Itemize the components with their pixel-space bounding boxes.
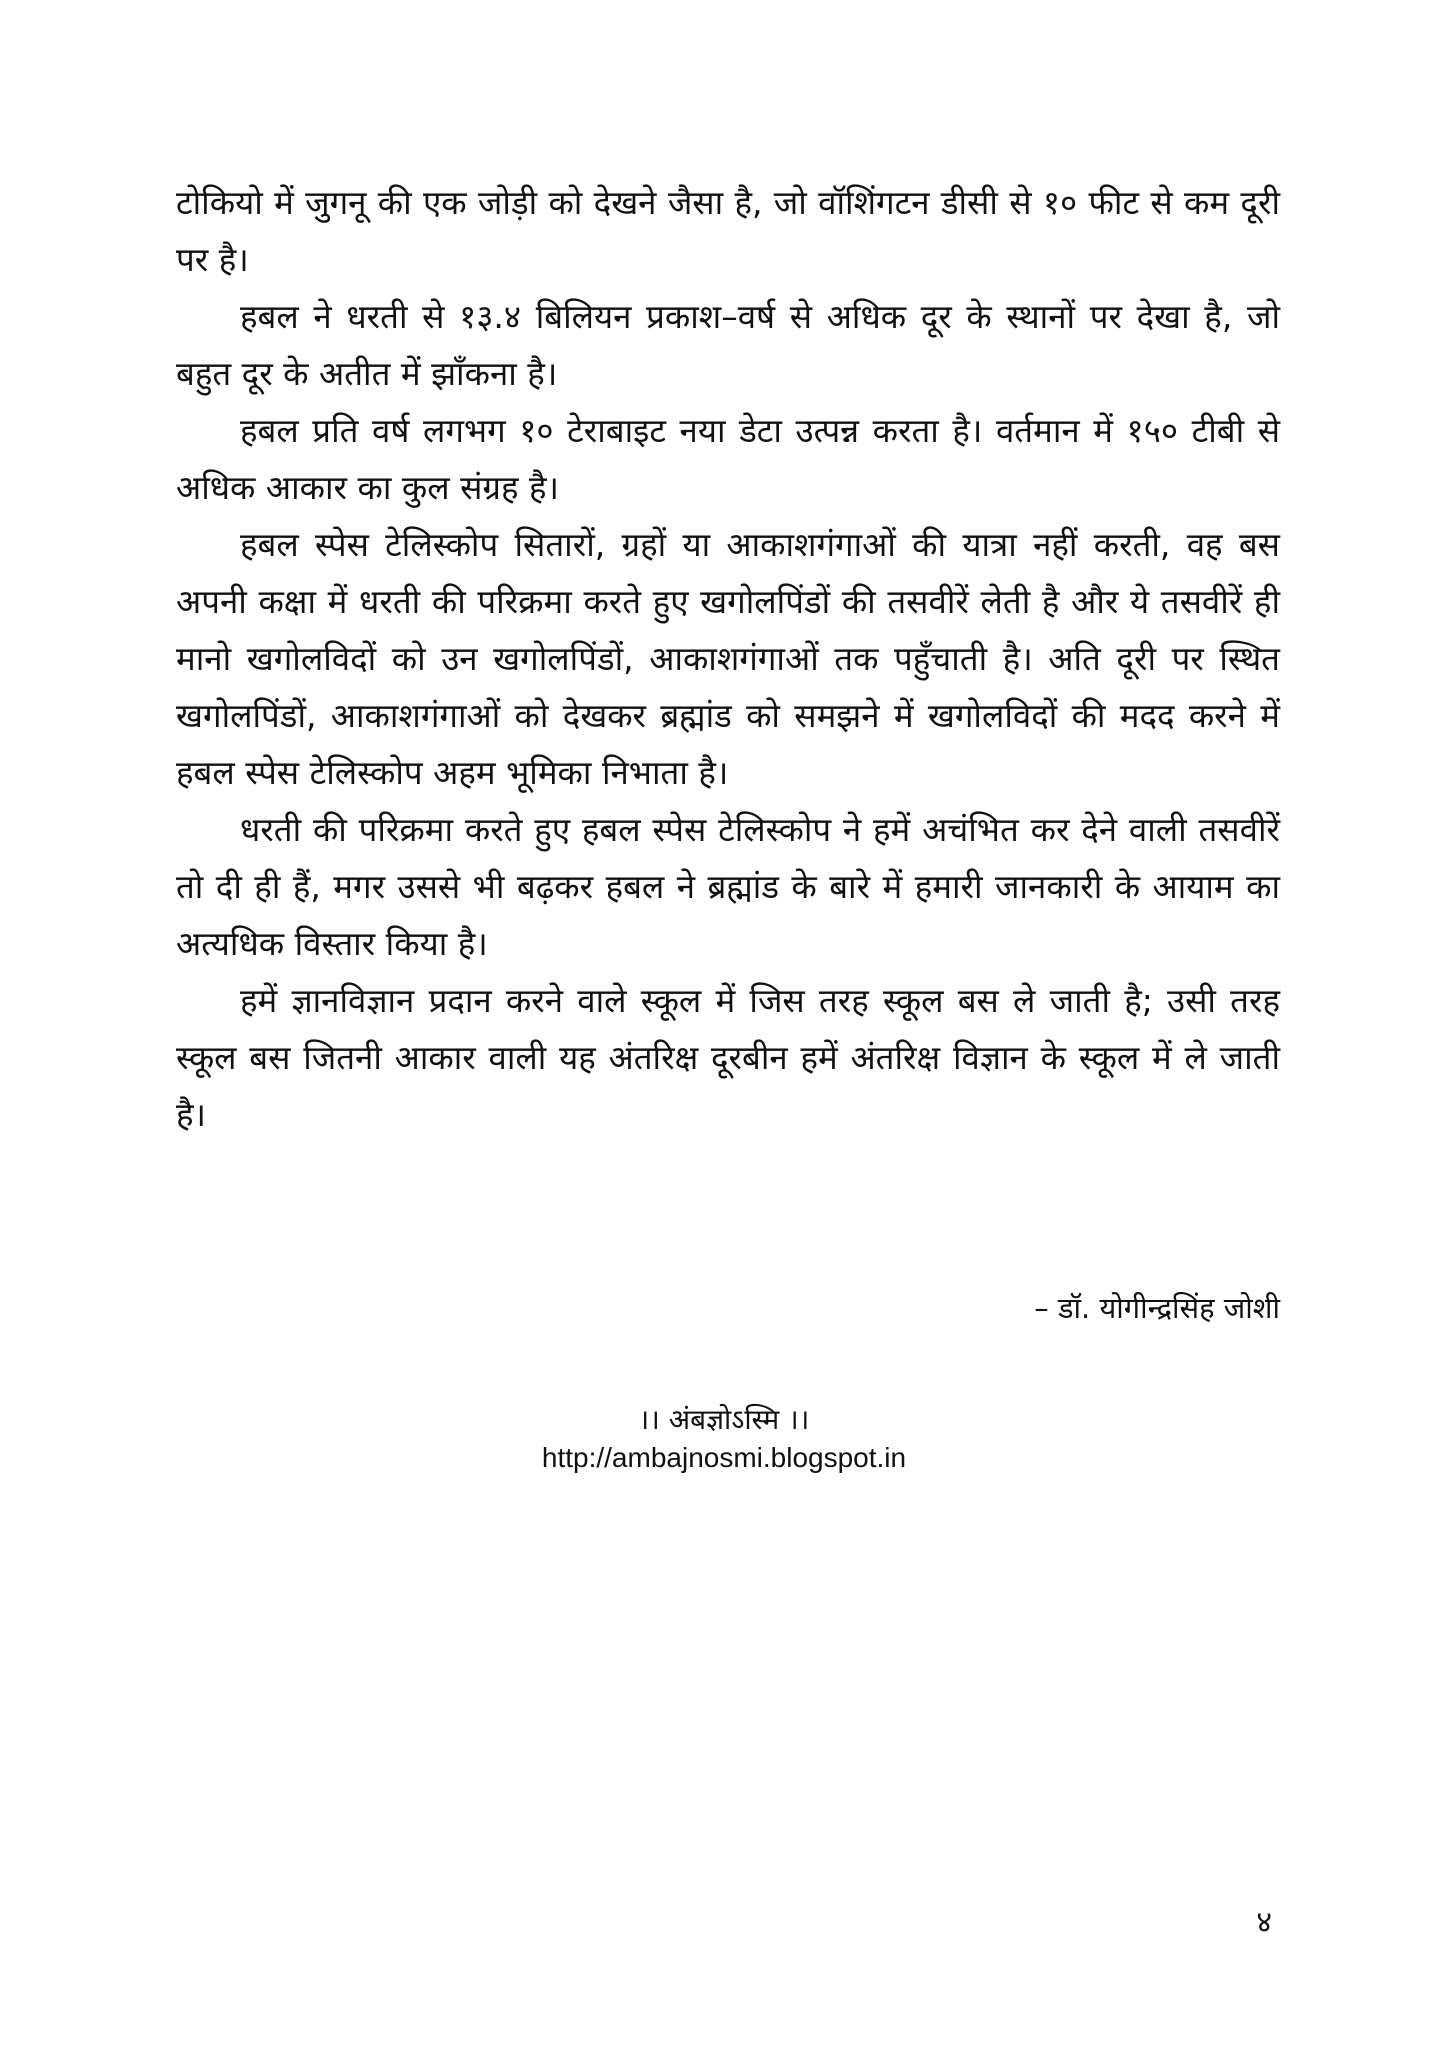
paragraph-4: हबल स्पेस टेलिस्कोप सितारों, ग्रहों या आकाशगंगाओं की यात्रा नहीं करती, वह बस अपनी कक्षा में धरती की परिक्रमा करते हुए खगोलपिंडों की तसवीरें लेती है और ये तसवीरें ही मानो खगोलविदों को उन खगोलपिंडों, आकाशगंगाओं तक पहुँचाती है। अति दूरी पर स्थित खगोलपिंडों, आकाशगंगाओं को देखकर ब्रह्मांड को समझने में खगोलविदों की मदद करने में हबल स्पेस टेलिस्कोप अहम भूमिका निभाता है। — [176, 525, 1280, 792]
body-text — [176, 174, 1280, 1143]
footer-url: http://ambajnosmi.blogspot.in — [541, 1442, 907, 1473]
author-signature: – डॉ. योगीन्द्रसिंह जोशी — [1034, 1291, 1280, 1325]
paragraph-5: धरती की परिक्रमा करते हुए हबल स्पेस टेलिस्कोप ने हमें अचंभित कर देने वाली तसवीरें तो दी ही हैं, मगर उससे भी बढ़कर हबल ने ब्रह्मांड के बारे में हमारी जानकारी के आयाम का अत्यधिक विस्तार किया है। — [176, 810, 1280, 963]
paragraph-3: हबल प्रति वर्ष लगभग १० टेराबाइट नया डेटा उत्पन्न करता है। वर्तमान में १५० टीबी से अधिक आकार का कुल संग्रह है। — [176, 411, 1280, 507]
paragraph-6: हमें ज्ञानविज्ञान प्रदान करने वाले स्कूल में जिस तरह स्कूल बस ले जाती है; उसी तरह स्कूल बस जितनी आकार वाली यह अंतरिक्ष दूरबीन हमें अंतरिक्ष विज्ञान के स्कूल में ले जाती है। — [176, 981, 1280, 1134]
page-number: ४ — [1256, 1905, 1272, 1940]
paragraph-2: हबल ने धरती से १३.४ बिलियन प्रकाश–वर्ष से अधिक दूर के स्थानों पर देखा है, जो बहुत दूर के अतीत में झाँकना है। — [176, 297, 1280, 393]
footer-blog-name: ।। अंबज्ञोऽस्मि ।। — [638, 1403, 810, 1436]
paragraph-1: टोकियो में जुगनू की एक जोड़ी को देखने जैसा है, जो वॉशिंगटन डीसी से १० फीट से कम दूरी पर है। — [176, 183, 1280, 279]
